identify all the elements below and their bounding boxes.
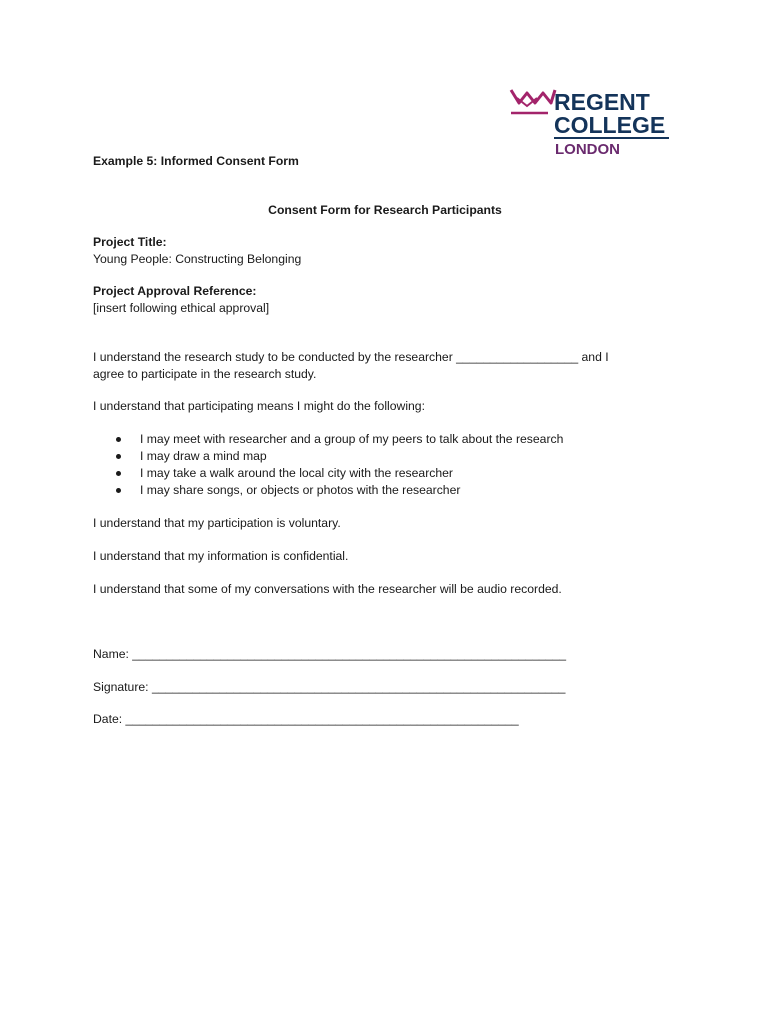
statement-researcher-line2: agree to participate in the research study.	[93, 367, 317, 381]
statement-voluntary: I understand that my participation is voluntary.	[93, 516, 341, 530]
statement-researcher-line1: I understand the research study to be conducted by the researcher __________________ and I	[93, 350, 609, 364]
logo-graphic	[508, 86, 678, 158]
project-title-value: Young People: Constructing Belonging	[93, 252, 302, 266]
logo-line1: REGENT	[554, 89, 650, 115]
bullet-icon	[116, 454, 121, 459]
signature-field[interactable]: Signature: _____________________________________________________________	[93, 680, 566, 694]
logo-line3: LONDON	[555, 141, 620, 158]
approval-value: [insert following ethical approval]	[93, 301, 270, 315]
example-title: Example 5: Informed Consent Form	[93, 154, 299, 168]
statement-participation: I understand that participating means I might do the following:	[93, 399, 425, 413]
name-field[interactable]: Name: ________________________________________________________________	[93, 647, 567, 661]
logo-line2: COLLEGE	[554, 112, 666, 138]
statement-confidential: I understand that my information is confidential.	[93, 549, 349, 563]
bullet-icon	[116, 437, 121, 442]
regent-college-logo	[508, 86, 678, 158]
form-title: Consent Form for Research Participants	[268, 203, 502, 217]
statement-audio: I understand that some of my conversations with the researcher will be audio recorded.	[93, 582, 562, 596]
approval-label: Project Approval Reference:	[93, 284, 257, 298]
bullet-icon	[116, 488, 121, 493]
date-field[interactable]: Date: __________________________________________________________	[93, 712, 519, 726]
list-item: I may share songs, or objects or photos with the researcher	[93, 482, 563, 499]
bullet-icon	[116, 471, 121, 476]
list-item: I may draw a mind map	[93, 448, 563, 465]
list-item: I may take a walk around the local city with the researcher	[93, 465, 563, 482]
activity-list	[93, 431, 563, 499]
list-item: I may meet with researcher and a group of my peers to talk about the research	[93, 431, 563, 448]
project-title-label: Project Title:	[93, 235, 167, 249]
